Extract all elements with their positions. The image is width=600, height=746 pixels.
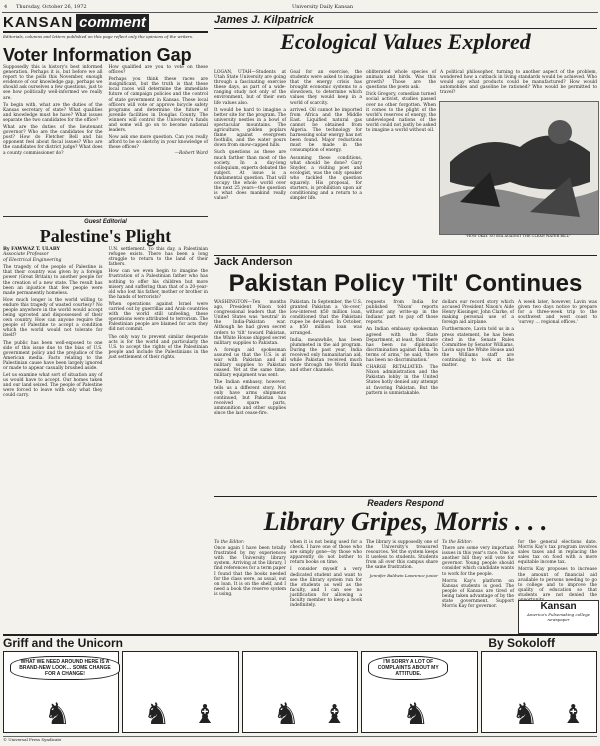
palestine-paragraph: How can we even begin to imagine the frustration of a Palestinian father who has nothing to offer his children but more misery and suffering than that of a 20-year-old who lost his father, mother or brother in the hands of terrorists? [108, 269, 208, 300]
library-column-2 [290, 540, 362, 632]
promo-title: Kansan [540, 601, 577, 612]
pakistan-paragraph: Pakistan. In September, the U.S. granted Pakistan a 'do-over,' low-interest $50 million loan, conditioned that the Pakistani rupee be devalued. In October, a $50 million loan was arranged. [290, 300, 362, 336]
cartoon-caption: "HOW OKAY. SO SEA AGAINST THE CLEAN WATER BILL" [465, 234, 571, 238]
pakistan-paragraph: requests from India for published 'Nixon' reports without any write-up in the Indians' part to pay off those reports. [366, 300, 438, 326]
voter-paragraph: Perhaps you think these races are insignificant, but the truth is that these local races will determine the immediate future of campaign policies and the control of state government in Kansas. These local officers will vote or approve bicycle safety programs and determine the future of juvenile facilities in Douglas County. The winners will control the University's funds and some will go on to become national leaders. [108, 77, 208, 134]
letter-paragraph: I consider myself a very dedicated student and want to see the library system run for the students as well as the faculty, and I can see no justification for allowing a faculty member to keep a book indefinitely. [290, 567, 362, 609]
pakistan-author: Jack Anderson [214, 255, 597, 268]
library-headline: Library Gripes, Morris . . . [263, 507, 548, 536]
comic-copyright: © Universal Press Syndicate [3, 736, 597, 742]
masthead-tagline: Editorials, columns and letters published on this page reflect only the opinions of the writers. [3, 34, 194, 39]
comic-panel [481, 651, 597, 733]
paper-name: University Daily Kansan [292, 4, 354, 10]
ecology-paragraph: Such questions as these are much farther than most of the society. In a day-long colloquium, experts debated the subject. At issue is a fundamental question. That will occupy the whole world over the next 25 years—the question is what does mankind really value? [214, 150, 286, 202]
voter-body [3, 65, 208, 210]
comic-panel [3, 651, 119, 733]
ecology-author: James J. Kilpatrick [214, 14, 597, 29]
unicorn-figure-icon: ♞ [44, 697, 71, 732]
palestine-headline: Palestine's Plight [39, 226, 172, 246]
palestine-body [3, 247, 208, 637]
pakistan-paragraph: CHARGE RETALIATED: The Nixon administration and the Pakistan lobby in the United States hotly denied any attempt at favoring Pakistan. But the pattern is unmistakable. [366, 365, 438, 396]
voter-paragraph: To begin with, what are the duties of the Kansas secretary of state? What qualities and knowledge must he have? What issues separate the two candidates for the office? [3, 102, 103, 123]
ecology-column-3 [366, 70, 436, 252]
letter-paragraph: Once again I have been totally frustrated by my experiences with the University library system. Arriving at the library, I find references for a term paper I found that the books needed for the class were, as usual, out on loan. It is on the shelf, and I need a book the reserve system is using. [214, 546, 286, 597]
ecology-paragraph: Dick Gregory, comedian turned social activist, studies passed over no other forgotten. When it comes to the plight of the world's reserves of energy, the undeveloped nations of the world could not justly be asked to imagine a world without oil. [366, 92, 436, 134]
readers-respond-label: Readers Respond [214, 496, 597, 508]
pakistan-paragraph: dollars our record story which accused President Nixon's Aide Henry Kissinger, John Clarke, of making personal use of a foreign aid airplane. [442, 300, 514, 326]
pakistan-paragraph: An Indian embassy spokesman agreed with the State Department, at least, that there has been no diplomatic discrimination against India. 'In terms of arms,' he said, 'there has been no discrimination.' [366, 327, 438, 364]
letter-paragraph: Morris Kay's platform on Kansas students is good. The people of Kansas are tired of being taken advantage of by the state government. Support Morris Kay for governor. [442, 578, 514, 610]
letter-salutation: To the Editor: [214, 540, 245, 545]
masthead [3, 14, 208, 33]
pakistan-column-4 [442, 300, 514, 493]
comic-byline: By Sokoloff [488, 636, 555, 650]
letter-paragraph: Morris Kay proposes to increase the amount of financial aid available to persons needing to go to college and to improve the quality of education so that students are not denied the [518, 567, 597, 598]
pakistan-paragraph: A week later, however, Lavin was given two days notice to prepare for a three-week trip to the southwest and west coast to 'survey … regional offices.' [518, 300, 597, 326]
griff-figure-icon: ♝ [322, 700, 347, 730]
palestine-paragraph: The public has been well-exposed to one side of this issue due to the bias of U.S. government policy and the prejudice of the American media. Facts relating to the Palestinian cause have been largely ignored or made to appear casually brushed aside. [3, 340, 103, 371]
library-column-1 [214, 540, 286, 632]
voter-paragraph: Now ask one more question. Can you really afford to be so sketchy in your knowledge of these offices? [108, 135, 208, 151]
editorial-cartoon [439, 101, 599, 235]
masthead-kansan: KANSAN [3, 14, 74, 31]
pakistan-column-1 [214, 300, 286, 493]
ecology-column-4 [440, 70, 597, 100]
griff-figure-icon: ♝ [561, 700, 585, 730]
letter-paragraph: There are some very important issues in this year's race. One is another bill they will vote for governor. Young people should consider which candidate wants to work for the people. [442, 546, 514, 577]
voter-signature: —Robert Ward [174, 150, 208, 156]
issue-date: Thursday, October 26, 1972 [16, 4, 87, 10]
comic-header [3, 634, 597, 652]
pakistan-paragraph: WASHINGTON—Ten months ago, President Nixon told congressional leaders that the United States was 'neutral' in the India-Pakistan war. Although he had given secret orders to 'tilt' toward Pakistan, the White House shipped secret military supplies to Pakistan. [214, 300, 286, 346]
kansan-promo-box [518, 600, 599, 634]
guest-editorial-label: Guest Editorial [3, 216, 208, 225]
unicorn-figure-icon: ♞ [511, 697, 539, 732]
griff-figure-icon: ♝ [193, 700, 217, 730]
ecology-section [214, 14, 597, 55]
pakistan-paragraph: A foreign aid spokesman assured us that the U.S. is at war with Pakistan and all military supplies to Pakistan ceased. Yet at the same time, military equipment was sent. [214, 347, 286, 379]
editorial-cartoon-drawing [440, 102, 598, 234]
ecology-headline: Ecological Values Explored [280, 29, 531, 54]
ecology-paragraph: obliterated whole species of animals and birds. Was this growth? Those are the questions the poets ask. [366, 70, 436, 91]
letter-paragraph: The library is supposedly one of the University's treasured resources. Yet the system keeps it useless to students. Students from all over this campus share the same frustration. [366, 540, 438, 571]
letter-salutation: To the Editor: [442, 540, 473, 545]
comic-strip [3, 651, 597, 733]
palestine-paragraph: U.N. settlement. To this day, a Palestinian refugee exists. There has been a long struggle to return to the land of their fathers. [108, 247, 208, 268]
ecology-column-2 [290, 70, 362, 252]
voter-paragraph: What are the duties of the lieutenant governor? Who are the candidates for the post? How do Fletcher Bell and his opponent feel about fiscal issues? Who are the candidates for district judge? What does a county commissioner do? [3, 125, 103, 156]
ecology-column-1 [214, 70, 286, 252]
palestine-paragraph: Let us examine what sort of situation any of us would have to accept. Our homes taken and our land seized. The people of Palestine were forced to leave with only what they could carry. [3, 373, 103, 399]
pakistan-headline: Pakistan Policy 'Tilt' Continues [228, 270, 583, 297]
promo-subtitle: America's Pulsemaking college newspaper [526, 612, 591, 622]
unicorn-figure-icon: ♞ [272, 697, 300, 732]
voter-headline: Voter Information Gap [3, 45, 192, 65]
speech-bubble: WHAT WE NEED AROUND HERE IS A BRAND-NEW LOOK… SOME CHANGE FOR A CHANGE! [10, 656, 120, 680]
voter-paragraph: Supposedly this is history's best informed generation. Perhaps it is, but before we all report to the polls this November, enough evidence of our knowledge gap, perhaps we should ask ourselves a few questions, just to see how politically well-informed we really are. [3, 65, 103, 101]
ecology-paragraph: A political philosopher, turning to another aspect of the problem, wondered how a cutback in living standards would be achieved. Who would say what products could be manufactured? How would automobiles and gasoline be rationed? Who would be permitted to travel? [440, 70, 597, 96]
page-number: 4 [4, 4, 8, 10]
ecology-paragraph: Goal for an exercise, the students were asked to imagine that the energy crisis has brought economic systems to a slowdown, to determine which values they would keep in a world of scarcity. [290, 70, 362, 106]
library-column-5 [518, 540, 597, 598]
pakistan-paragraph: Furthermore, Lavin told us in a press statement, he has been cited in the Senate Rules Committee by Senator Williams. Lavin says the White House and the Williams staff are continuing to look at the matter. [442, 327, 514, 369]
pakistan-column-3 [366, 300, 438, 493]
palestine-paragraph: How much longer is the world willing to endure this tragedy of wasted courtesy? No people anywhere in the world would accept being uprooted and dispossessed of their own country. How can anyone require the people of Palestine to accept a condition which the world would not tolerate for itself? [3, 297, 103, 339]
palestine-affiliation: Associate Professor [3, 252, 49, 258]
palestine-author: By FAWWAZ T. ULABY [3, 247, 60, 252]
left-column [3, 14, 208, 644]
comic-title: Griff and the Unicorn [3, 636, 123, 650]
palestine-paragraph: The only way to prevent similar desperate acts is for the world and particularly the U.S. to accept the rights of the Palestinian people and include the Palestinians in the just settlement of their rights. [108, 334, 208, 360]
voter-paragraph: How qualified are you to vote on these offices? [108, 65, 208, 76]
ecology-paragraph: arrived. Oil cannot be imported from Africa and the Middle East. Liquified natural gas cannot be obtained from Algeria. The technology for harnessing solar energy has not been found. Major reductions must be made in the consumption of energy. [290, 107, 362, 154]
library-column-4 [442, 540, 514, 632]
letter-paragraph: for the general elections date. Morris Kay's tax program involves sales taxes and in replacing the sales tax on food with a more equitable income tax. [518, 540, 597, 566]
page-topline [2, 2, 598, 13]
palestine-paragraph: When operations against Israel were carried out by guerrillas and Arab countries with the world still unfeeling, these operations were attributed to terrorism. The Palestinian people are blamed for acts they did not commit. [108, 301, 208, 333]
comic-panel [361, 651, 477, 733]
ecology-paragraph: It would be hard to imagine a better site for the program. The university nestles in a bowl of spectacular mountains. The agriculture, golden poplars flame against evergreen foothills, and the water pours down from snow-capped hills. [214, 107, 286, 149]
comic-panel [122, 651, 238, 733]
unicorn-figure-icon: ♞ [143, 697, 171, 732]
palestine-department: of Electrical Engineering [3, 257, 62, 263]
pakistan-column-2 [290, 300, 362, 493]
comic-panel [242, 651, 358, 733]
speech-bubble: I'M SORRY A LOT OF COMPLAINTS ABOUT MY ATTITUDE. [368, 656, 448, 680]
pakistan-paragraph: India, meanwhile, has been plummeted in the aid program. During the past year, India received only humanitarian aid, while Pakistan received much more through the World Bank and other channels. [290, 337, 362, 374]
letter-signature: Jennifer Baldwin Lawrence junior [369, 572, 438, 578]
library-column-3 [366, 540, 438, 632]
masthead-comment: comment [76, 14, 149, 31]
palestine-paragraph: The tragedy of the people of Palestine is that their country was given by a foreign power (Great Britain) to another people for the creation of a new state. The result has been an injustice that few people were made permanently homeless. [3, 265, 103, 296]
ecology-paragraph: Assuming these conditions, what should be done? Gary Snyder, a visiting poet and ecologist, was the only speaker who tackled the question squarely. His proposal, for starters, is prohibition upon air conditioning and a return to a simpler life. [290, 155, 362, 202]
unicorn-figure-icon: ♞ [402, 697, 430, 732]
ecology-paragraph: LOGAN, UTAH—Students at Utah State University are going through a fascinating exercise these days, as part of a wide-ranging study not only of the environment, but of their own life values also. [214, 70, 286, 106]
pakistan-column-5 [518, 300, 597, 493]
pakistan-paragraph: The Indian embassy, however, tells us a different story. Not only have arms shipments continued, but Pakistan has received spare parts, ammunition and other supplies since the last cease-fire. [214, 380, 286, 416]
letter-paragraph: when it is not being used for a check. I have one of those who are simply gone—by those who apparently do not bother to return books on time. [290, 540, 362, 566]
